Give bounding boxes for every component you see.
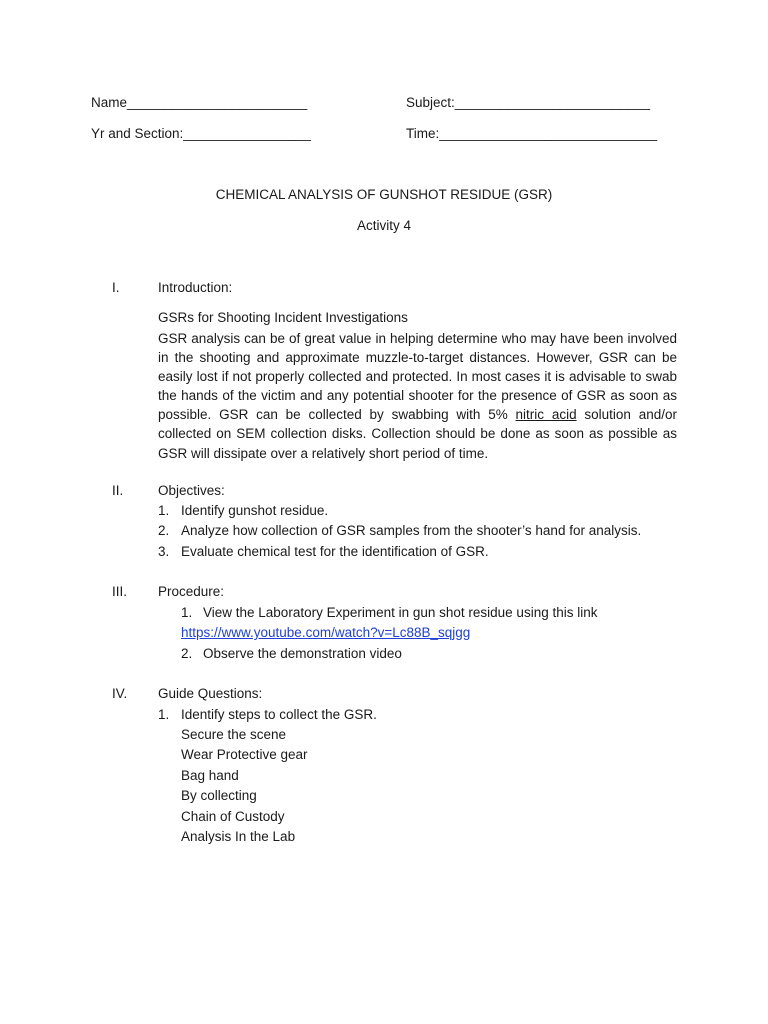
answer-item: Wear Protective gear: [181, 747, 308, 762]
procedure-number: 1.: [181, 605, 193, 620]
video-link[interactable]: https://www.youtube.com/watch?v=Lc88B_sqjgg: [181, 625, 471, 640]
introduction-paragraph: [158, 329, 677, 463]
objective-item: Identify gunshot residue.: [181, 503, 329, 518]
section-numeral-procedure: III.: [112, 584, 128, 599]
objective-item: Analyze how collection of GSR samples from the shooter’s hand for analysis.: [181, 523, 642, 538]
section-numeral-guide-questions: IV.: [112, 686, 128, 701]
section-numeral-introduction: I.: [112, 280, 120, 295]
procedure-item: Observe the demonstration video: [203, 646, 402, 661]
objective-number: 1.: [158, 503, 170, 518]
activity-label: Activity 4: [356, 218, 411, 233]
section-heading-procedure: Procedure:: [158, 584, 225, 599]
guide-question: Identify steps to collect the GSR.: [181, 707, 377, 722]
name-field[interactable]: Name________________________: [91, 95, 308, 110]
question-number: 1.: [158, 707, 170, 722]
section-heading-guide-questions: Guide Questions:: [158, 686, 263, 701]
subject-field[interactable]: Subject:__________________________: [406, 95, 650, 110]
section-heading-objectives: Objectives:: [158, 483, 225, 498]
answer-item: Analysis In the Lab: [181, 829, 296, 844]
time-field[interactable]: Time:_____________________________: [406, 126, 657, 141]
objective-number: 3.: [158, 544, 170, 559]
section-heading-introduction: Introduction:: [158, 280, 233, 295]
document-title: CHEMICAL ANALYSIS OF GUNSHOT RESIDUE (GSR): [215, 187, 553, 202]
section-numeral-objectives: II.: [112, 483, 124, 498]
answer-item: Secure the scene: [181, 727, 287, 742]
procedure-number: 2.: [181, 646, 193, 661]
paragraph-text-after: solution and/or collected on SEM collection disks. Collection should be done as soon as possible as GSR will dissipate over a relatively short period of time.: [158, 407, 677, 461]
introduction-subheading: GSRs for Shooting Incident Investigations: [158, 310, 408, 325]
objective-item: Evaluate chemical test for the identification of GSR.: [181, 544, 489, 559]
nitric-acid-term: nitric acid: [515, 407, 577, 423]
answer-item: Bag hand: [181, 768, 239, 783]
yr-section-field[interactable]: Yr and Section:_________________: [91, 126, 311, 141]
paragraph-text-before: GSR analysis can be of great value in helping determine who may have been involved in the shooting and approximate muzzle-to-target distances. However, GSR can be easily lost if not properly collected and protected. In most cases it is advisable to swab the hands of the victim and any potential shooter for the presence of GSR as soon as possible. GSR can be collected by swabbing with 5%: [158, 331, 677, 423]
procedure-item: View the Laboratory Experiment in gun shot residue using this link: [203, 605, 598, 620]
objective-number: 2.: [158, 523, 170, 538]
answer-item: By collecting: [181, 788, 257, 803]
answer-item: Chain of Custody: [181, 809, 285, 824]
